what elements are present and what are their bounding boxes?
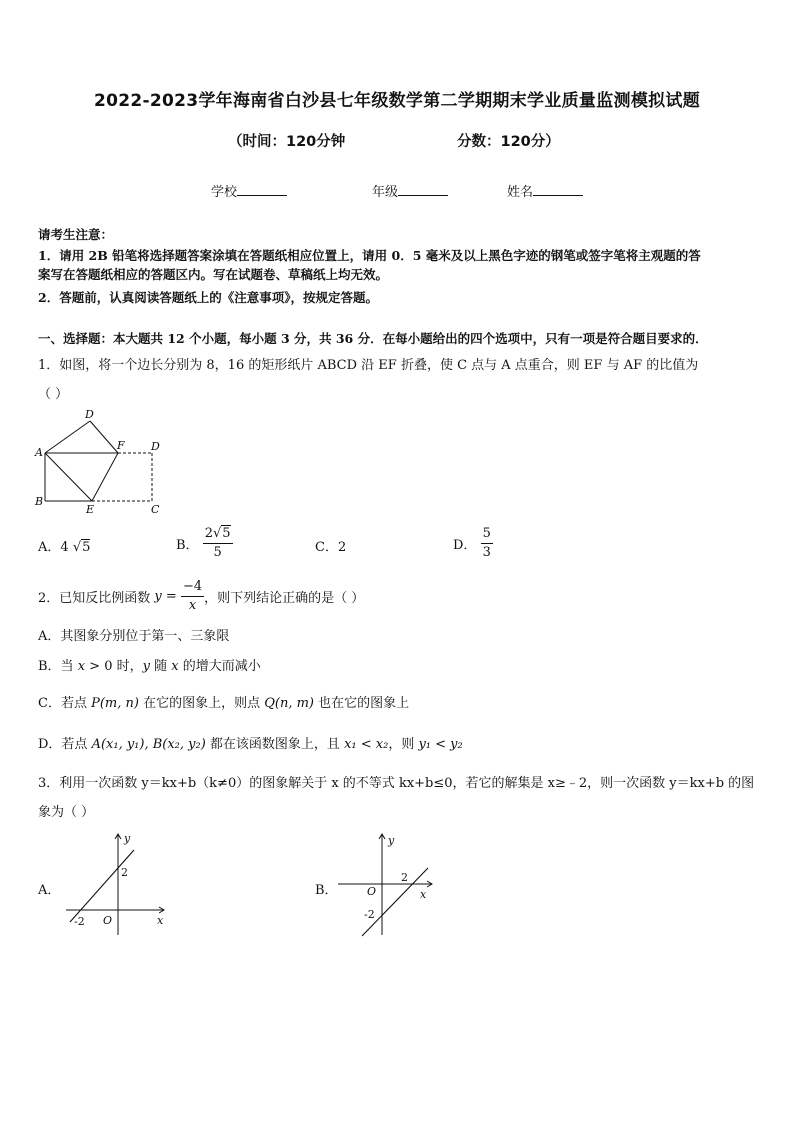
q1-option-a[interactable] bbox=[38, 536, 90, 555]
q2-option-b-y: y bbox=[142, 659, 150, 674]
q2-post: ，则下列结论正确的是（ ） bbox=[204, 591, 365, 606]
grade-field[interactable] bbox=[372, 181, 448, 200]
notice-item-1a: 1．请用 2B 铅笔将选择题答案涂填在答题纸相应位置上，请用 0．5 毫米及以上黑色字迹的钢笔或签字笔将主观题的答 bbox=[38, 248, 701, 263]
q3-line-1: 3．利用一次函数 y＝kx+b（k≠0）的图象解关于 x 的不等式 kx+b≤0，若它的解集是 x≥﹣2，则一次函数 y＝kx+b 的图 bbox=[38, 776, 755, 791]
q3a-label-neg2: -2 bbox=[74, 915, 85, 928]
q1-option-b-fraction bbox=[203, 525, 233, 562]
q2-option-c-q: Q(n, m) bbox=[264, 696, 314, 711]
sqrt-icon: √ bbox=[212, 526, 222, 541]
section-1-heading: 一、选择题：本大题共 12 个小题，每小题 3 分，共 36 分．在每小题给出的四个选项中，只有一项是符合题目要求的． bbox=[38, 331, 708, 346]
q1-label-c: C bbox=[151, 503, 160, 515]
notice-item-1b: 案写在答题纸相应的答题区内。写在试题卷、草稿纸上均无效。 bbox=[38, 267, 389, 282]
q2-fn-num: −4 bbox=[181, 578, 204, 597]
q2-text bbox=[38, 578, 364, 615]
q3-option-b[interactable]: B． bbox=[315, 883, 338, 898]
notice-item-2: 2．答题前，认真阅读答题纸上的《注意事项》，按规定答题。 bbox=[38, 290, 378, 305]
q2-fraction bbox=[181, 578, 204, 615]
q3a-label-y: y bbox=[124, 832, 131, 845]
q3b-label-2: 2 bbox=[401, 871, 408, 884]
q1-option-c[interactable]: C．2 bbox=[315, 540, 347, 555]
q1-figure bbox=[33, 405, 168, 515]
name-blank[interactable] bbox=[533, 183, 583, 196]
q2-option-c-p: P(m, n) bbox=[91, 696, 139, 711]
q1-label-f: F bbox=[117, 439, 125, 452]
score-label: 分数：120分） bbox=[457, 134, 560, 150]
q3b-line bbox=[362, 868, 428, 936]
q1-label-e: E bbox=[86, 503, 95, 515]
q1-option-d[interactable] bbox=[453, 525, 493, 562]
q1-fold-ef bbox=[92, 453, 118, 501]
q2-pre: 2．已知反比例函数 bbox=[38, 591, 155, 606]
q1-option-b[interactable] bbox=[176, 525, 233, 562]
q1-edge-ae bbox=[45, 453, 92, 501]
q3a-label-x: x bbox=[157, 914, 164, 927]
q2-option-b-x2: x bbox=[171, 659, 179, 674]
q2-option-d-cond2: y₁ < y₂ bbox=[418, 737, 463, 752]
q2-option-c-pre: C．若点 bbox=[38, 696, 92, 711]
q3-graph-a bbox=[62, 830, 172, 940]
q3b-label-y: y bbox=[388, 834, 395, 847]
q2-option-d-mid2: ，则 bbox=[388, 737, 419, 752]
q2-option-b-post: 的增大而减小 bbox=[178, 659, 261, 674]
q3a-label-o: O bbox=[103, 914, 113, 927]
q2-option-a[interactable]: A．其图象分别位于第一、三象限 bbox=[38, 629, 230, 644]
q1-option-b-num: 2 bbox=[204, 526, 213, 541]
q1-option-a-label: A．4 bbox=[38, 540, 69, 555]
q1-option-b-label: B． bbox=[176, 538, 199, 553]
q2-option-d-points: A(x₁, y₁), B(x₂, y₂) bbox=[91, 737, 206, 752]
q3-graph-b bbox=[334, 830, 444, 940]
q2-option-c-mid: 在它的图象上，则点 bbox=[138, 696, 265, 711]
q2-option-d-cond1: x₁ < x₂ bbox=[344, 737, 389, 752]
q1-option-d-fraction bbox=[481, 525, 493, 562]
q1-option-d-den: 3 bbox=[482, 545, 491, 560]
q2-option-b-mid2: 随 bbox=[149, 659, 172, 674]
q2-option-b-pre: B．当 bbox=[38, 659, 78, 674]
q1-option-b-radicand: 5 bbox=[222, 526, 231, 541]
q1-edge-df bbox=[90, 421, 118, 453]
q1-label-a: A bbox=[35, 446, 43, 459]
q3b-label-o: O bbox=[367, 885, 377, 898]
q2-fn-den: x bbox=[188, 598, 197, 613]
q1-option-d-num: 5 bbox=[481, 525, 493, 544]
q3-line-2: 象为（ ） bbox=[38, 805, 95, 820]
q1-option-a-radicand: 5 bbox=[82, 540, 91, 555]
q2-option-b[interactable] bbox=[38, 655, 261, 674]
q3b-label-neg2: -2 bbox=[364, 908, 375, 921]
notice-heading: 请考生注意： bbox=[38, 227, 114, 242]
page-title: 2022-2023学年海南省白沙县七年级数学第二学期期末学业质量监测模拟试题 bbox=[93, 91, 701, 111]
grade-blank[interactable] bbox=[398, 183, 448, 196]
q3-option-a[interactable]: A． bbox=[38, 883, 61, 898]
name-field[interactable] bbox=[507, 181, 583, 200]
q1-edge-ad bbox=[45, 421, 90, 453]
q1-option-b-den: 5 bbox=[213, 545, 222, 560]
q2-option-d-mid: 都在该函数图象上，且 bbox=[205, 737, 345, 752]
q2-option-d[interactable] bbox=[38, 733, 463, 752]
q2-option-c[interactable] bbox=[38, 692, 409, 711]
q1-label-d1: D bbox=[85, 408, 94, 421]
sqrt-icon: √ bbox=[72, 540, 82, 555]
q2-fn-eq: = bbox=[161, 589, 181, 604]
q3a-label-2: 2 bbox=[121, 866, 128, 879]
q3a-line bbox=[70, 850, 134, 922]
q1-option-d-label: D． bbox=[453, 538, 477, 553]
q1-paren: （ ） bbox=[38, 387, 69, 402]
q1-text: 1．如图，将一个边长分别为 8，16 的矩形纸片 ABCD 沿 EF 折叠，使 C 点与 A 点重合，则 EF 与 AF 的比值为 bbox=[38, 358, 699, 373]
grade-label: 年级 bbox=[372, 185, 399, 200]
q2-fn-y: y bbox=[154, 589, 162, 604]
school-blank[interactable] bbox=[237, 183, 287, 196]
school-label: 学校 bbox=[211, 185, 238, 200]
school-field[interactable] bbox=[211, 181, 287, 200]
q2-option-c-post: 也在它的图象上 bbox=[313, 696, 410, 711]
q3b-label-x: x bbox=[420, 888, 427, 901]
q2-option-b-mid: > 0 时， bbox=[85, 659, 143, 674]
name-label: 姓名 bbox=[507, 185, 534, 200]
q1-label-b: B bbox=[35, 495, 44, 508]
q2-option-b-x: x bbox=[77, 659, 86, 674]
time-label: （时间：120分钟 bbox=[228, 134, 346, 150]
q1-label-d2: D bbox=[151, 440, 160, 453]
q2-option-d-pre: D．若点 bbox=[38, 737, 92, 752]
